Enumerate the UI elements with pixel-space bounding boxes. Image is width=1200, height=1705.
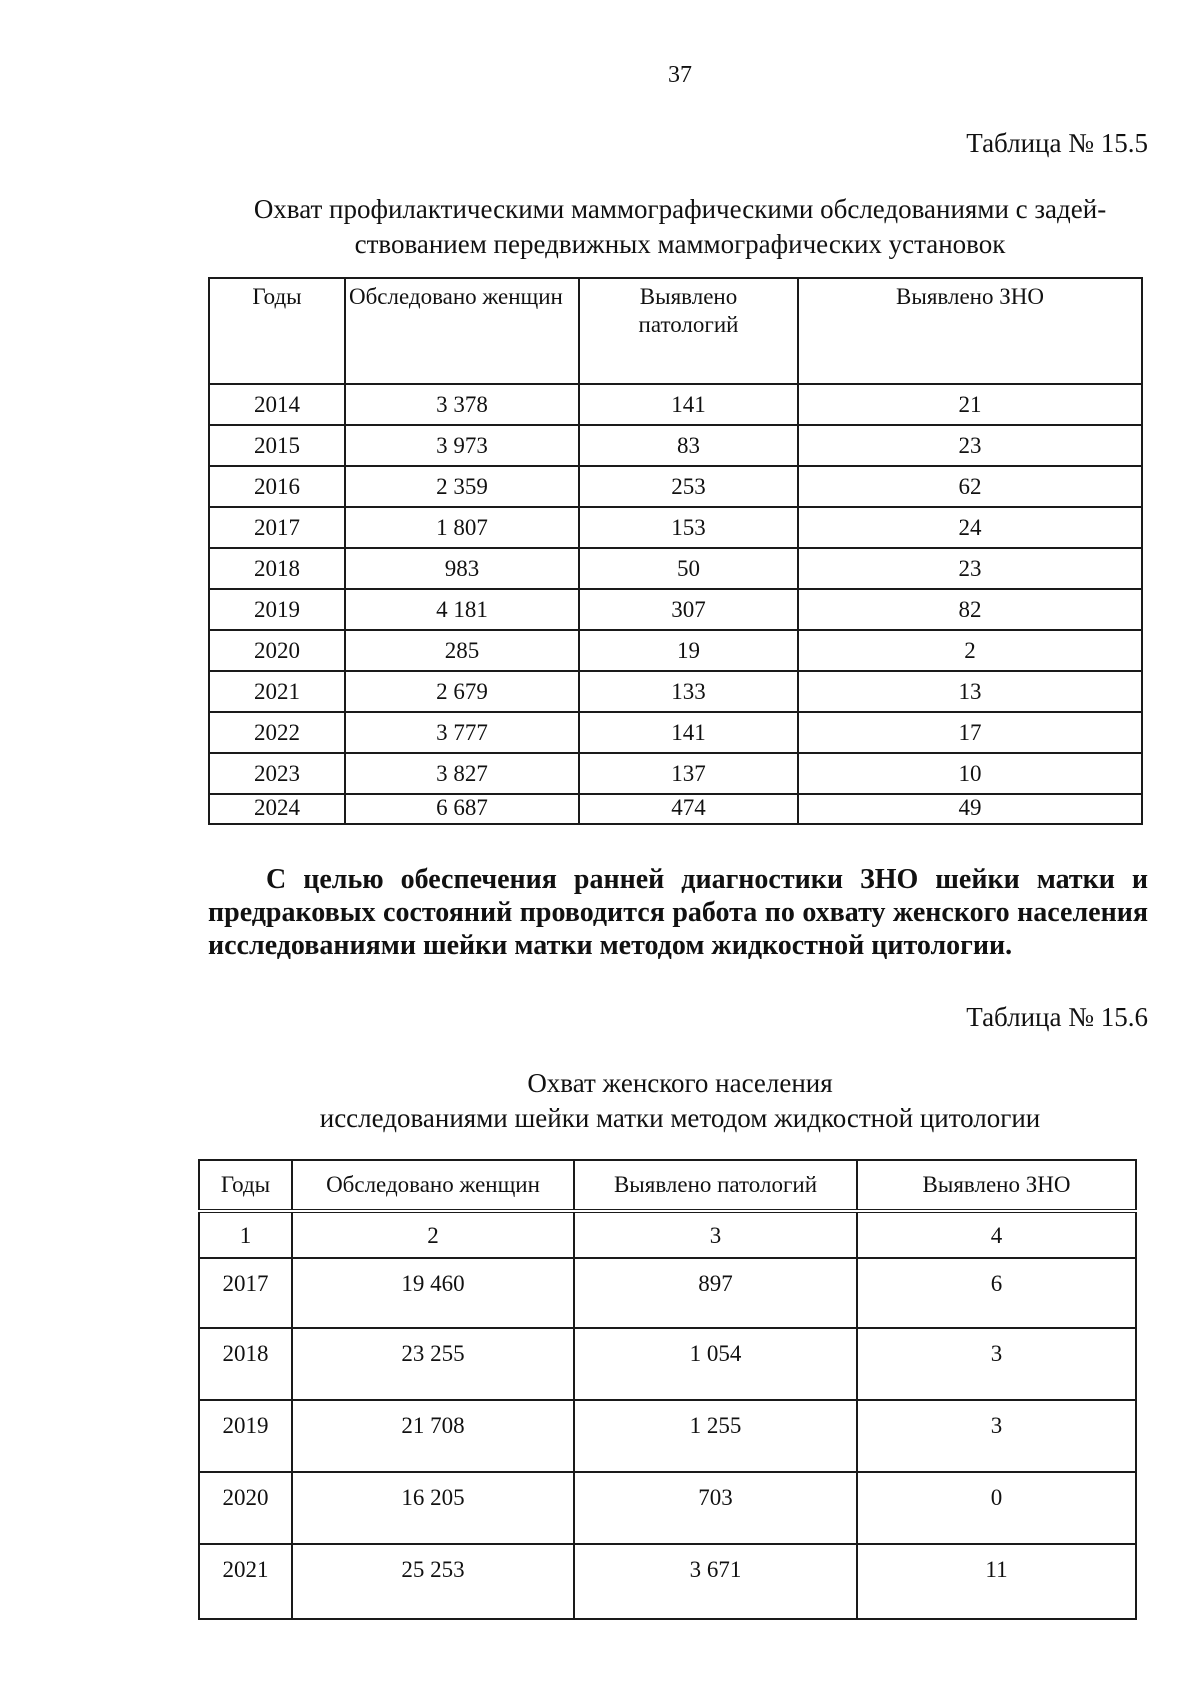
table-row <box>209 753 1142 794</box>
table-row <box>199 1258 1136 1328</box>
column-number: 1 <box>199 1211 292 1258</box>
cell-zno: 13 <box>798 671 1142 712</box>
cell-year: 2023 <box>209 753 345 794</box>
table-row <box>209 630 1142 671</box>
cell-year: 2019 <box>199 1400 292 1472</box>
table-row <box>209 384 1142 425</box>
table-row <box>209 794 1142 824</box>
table-title-line: исследованиями шейки матки методом жидкостной цитологии <box>319 1103 1041 1133</box>
body-paragraph: С целью обеспечения ранней диагностики ЗНО шейки матки и предраковых состояний проводится работа по охвату женского населения исследованиями шейки матки методом жидкостной цитологии. <box>208 864 1148 961</box>
cell-year: 2014 <box>209 384 345 425</box>
cell-examined: 21 708 <box>292 1400 574 1472</box>
cell-pathologies: 253 <box>579 466 798 507</box>
column-number: 3 <box>574 1211 857 1258</box>
table-row <box>199 1544 1136 1619</box>
cell-zno: 6 <box>857 1258 1136 1328</box>
cell-year: 2020 <box>209 630 345 671</box>
cell-year: 2021 <box>199 1544 292 1619</box>
table-row <box>209 589 1142 630</box>
cell-pathologies: 307 <box>579 589 798 630</box>
cell-examined: 25 253 <box>292 1544 574 1619</box>
cell-examined: 1 807 <box>345 507 579 548</box>
header-examined: Обследовано женщин <box>292 1160 574 1211</box>
table-row <box>209 548 1142 589</box>
cell-examined: 3 973 <box>345 425 579 466</box>
cell-pathologies: 153 <box>579 507 798 548</box>
cell-year: 2021 <box>209 671 345 712</box>
header-zno: Выявлено ЗНО <box>857 1160 1136 1211</box>
cell-examined: 2 359 <box>345 466 579 507</box>
cell-pathologies: 141 <box>579 384 798 425</box>
cell-examined: 16 205 <box>292 1472 574 1544</box>
header-pathologies-line: патологий <box>638 312 739 337</box>
cell-examined: 983 <box>345 548 579 589</box>
cell-pathologies: 703 <box>574 1472 857 1544</box>
table-title-line: Охват профилактическими маммографическими обследованиями с задей- <box>253 194 1107 224</box>
cell-year: 2016 <box>209 466 345 507</box>
table-row <box>209 466 1142 507</box>
cell-year: 2018 <box>209 548 345 589</box>
cell-zno: 24 <box>798 507 1142 548</box>
cell-zno: 17 <box>798 712 1142 753</box>
cell-year: 2020 <box>199 1472 292 1544</box>
cell-pathologies: 1 054 <box>574 1328 857 1400</box>
cell-zno: 3 <box>857 1328 1136 1400</box>
cell-examined: 6 687 <box>345 794 579 824</box>
table-row <box>209 712 1142 753</box>
cell-year: 2018 <box>199 1328 292 1400</box>
cell-zno: 10 <box>798 753 1142 794</box>
cell-examined: 285 <box>345 630 579 671</box>
cell-year: 2017 <box>209 507 345 548</box>
mammography-table <box>208 277 1143 825</box>
header-pathologies <box>579 278 798 384</box>
cell-zno: 49 <box>798 794 1142 824</box>
cell-pathologies: 897 <box>574 1258 857 1328</box>
cell-zno: 2 <box>798 630 1142 671</box>
cell-year: 2019 <box>209 589 345 630</box>
header-years: Годы <box>199 1160 292 1211</box>
cell-examined: 19 460 <box>292 1258 574 1328</box>
table-title-line: ствованием передвижных маммографических установок <box>354 229 1006 259</box>
header-zno: Выявлено ЗНО <box>798 278 1142 384</box>
cell-examined: 3 777 <box>345 712 579 753</box>
column-number-row <box>199 1211 1136 1258</box>
cell-zno: 3 <box>857 1400 1136 1472</box>
table-row <box>199 1328 1136 1400</box>
table-row <box>199 1400 1136 1472</box>
cell-zno: 62 <box>798 466 1142 507</box>
cytology-table <box>198 1159 1137 1620</box>
cell-year: 2015 <box>209 425 345 466</box>
table-title-15-6 <box>160 1066 1200 1136</box>
cell-zno: 11 <box>857 1544 1136 1619</box>
cell-examined: 2 679 <box>345 671 579 712</box>
header-pathologies-line: Выявлено <box>639 284 738 309</box>
table-label-15-5: Таблица № 15.5 <box>966 128 1148 158</box>
cell-pathologies: 3 671 <box>574 1544 857 1619</box>
header-examined: Обследовано женщин <box>345 278 579 384</box>
table-title-line: Охват женского населения <box>527 1068 833 1098</box>
cell-examined: 23 255 <box>292 1328 574 1400</box>
cell-year: 2024 <box>209 794 345 824</box>
table-header-row <box>209 278 1142 384</box>
cell-pathologies: 141 <box>579 712 798 753</box>
cell-zno: 0 <box>857 1472 1136 1544</box>
cell-zno: 23 <box>798 548 1142 589</box>
table-row <box>209 507 1142 548</box>
cell-zno: 82 <box>798 589 1142 630</box>
table-header-row <box>199 1160 1136 1211</box>
cell-pathologies: 137 <box>579 753 798 794</box>
page-number: 37 <box>668 62 692 88</box>
cell-year: 2017 <box>199 1258 292 1328</box>
column-number: 2 <box>292 1211 574 1258</box>
cell-pathologies: 1 255 <box>574 1400 857 1472</box>
table-title-15-5 <box>160 192 1200 262</box>
cell-pathologies: 133 <box>579 671 798 712</box>
cell-pathologies: 19 <box>579 630 798 671</box>
cell-examined: 3 378 <box>345 384 579 425</box>
cell-pathologies: 83 <box>579 425 798 466</box>
table-row <box>209 425 1142 466</box>
cell-year: 2022 <box>209 712 345 753</box>
cell-pathologies: 474 <box>579 794 798 824</box>
table-row <box>209 671 1142 712</box>
header-pathologies: Выявлено патологий <box>574 1160 857 1211</box>
cell-zno: 23 <box>798 425 1142 466</box>
header-years: Годы <box>209 278 345 384</box>
cell-zno: 21 <box>798 384 1142 425</box>
cell-examined: 3 827 <box>345 753 579 794</box>
cell-examined: 4 181 <box>345 589 579 630</box>
table-row <box>199 1472 1136 1544</box>
column-number: 4 <box>857 1211 1136 1258</box>
table-label-15-6: Таблица № 15.6 <box>966 1002 1148 1032</box>
cell-pathologies: 50 <box>579 548 798 589</box>
